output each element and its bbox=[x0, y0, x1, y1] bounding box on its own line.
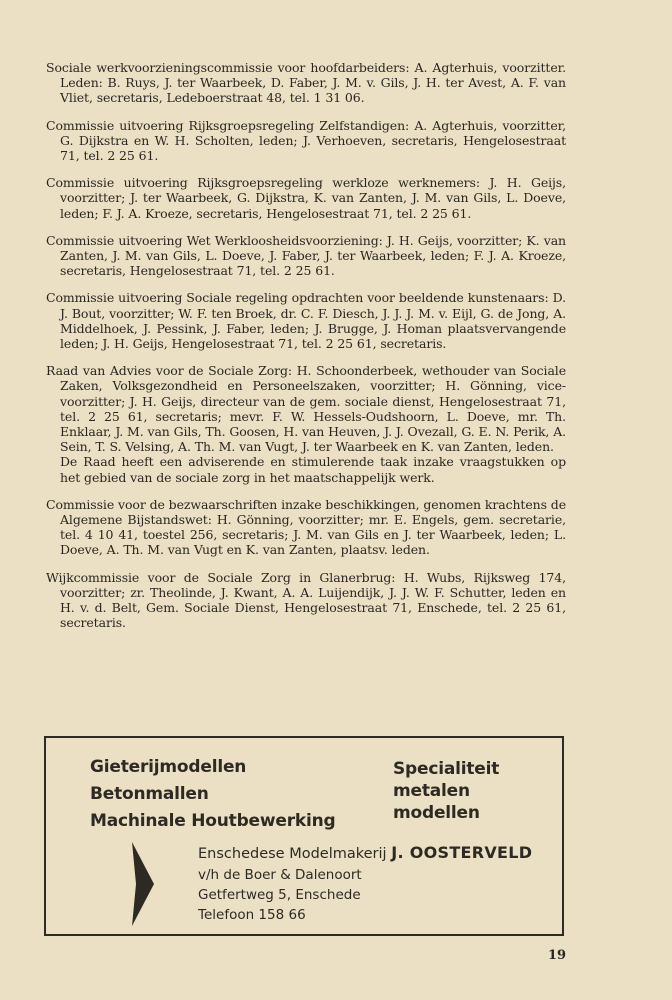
ad-company bbox=[198, 842, 532, 865]
ad-company-prefix: Enschedese Modelmakerij bbox=[198, 846, 387, 862]
entry-text: Raad van Advies voor de Sociale Zorg: H. Schoonderbeek, wethouder van Sociale Zaken, Volksgezondheid en Personeelszaken, voorzitter; H. Gönning, vice-voorzitter; J. H. Geijs, directeur van de gem. sociale dienst, Hengelosestraat 71, tel. 2 25 61, secretaris; mevr. F. W. Hessels-Oudshoorn, L. Doeve, mr. Th. Enklaar, J. M. van Gils, Th. Goosen, H. van Heuven, J. J. Ovezall, G. E. N. Perik, A. Sein, T. S. Velsing, A. Th. M. van Vugt, J. ter Waarbeek en K. van Zanten, leden. bbox=[46, 363, 566, 455]
committee-entry: Sociale werkvoorzieningscommissie voor hoofdarbeiders: A. Agterhuis, voorzitter. Leden: B. Ruys, J. ter Waarbeek, D. Faber, J. M. v. Gils, J. H. ter Avest, A. F. van Vliet, secretaris, Ledeboerstraat 48, tel. 1 31 06. bbox=[46, 60, 566, 106]
ad-company-name: J. OOSTERVELD bbox=[391, 843, 533, 862]
committee-entry: Wijkcommissie voor de Sociale Zorg in Glanerbrug: H. Wubs, Rijksweg 174, voorzitter; zr. Theolinde, J. Kwant, A. A. Luijendijk, J. J. W. F. Schutter, leden en H. v. d. Belt, Gem. Sociale Dienst, Hengelosestraat 71, Enschede, tel. 2 25 61, secretaris. bbox=[46, 569, 566, 631]
ad-phone-line: Telefoon 158 66 bbox=[198, 907, 306, 923]
ad-specialty-line: Specialiteit bbox=[393, 759, 500, 779]
ad-company-info bbox=[198, 842, 532, 925]
committee-entry: Commissie voor de bezwaarschriften inzake beschikkingen, genomen krachtens de Algemene Bijstandswet: H. Gönning, voorzitter; mr. E. Engels, gem. secretarie, tel. 4 10 41, toestel 256, secretaris; J. M. van Gils en J. ter Waarbeek, leden; L. Doeve, A. Th. M. van Vugt en K. van Zanten, plaatsv. leden. bbox=[46, 496, 566, 558]
ad-services bbox=[90, 754, 336, 835]
ad-address-line: v/h de Boer & Dalenoort bbox=[198, 867, 362, 883]
ad-service-line: Betonmallen bbox=[90, 784, 209, 804]
ad-service-line: Gieterijmodellen bbox=[90, 757, 247, 777]
entry-note: De Raad heeft een adviserende en stimulerende taak inzake vraagstukken op het gebied van de sociale zorg in het maatschappelijk werk. bbox=[60, 454, 566, 485]
arrow-logo-icon bbox=[132, 842, 154, 926]
ad-address-line: Getfertweg 5, Enschede bbox=[198, 887, 361, 903]
ad-service-line: Machinale Houtbewerking bbox=[90, 811, 336, 831]
committee-list bbox=[46, 60, 566, 643]
committee-entry: Commissie uitvoering Rijksgroepsregeling Zelfstandigen: A. Agterhuis, voorzitter, G. Dijkstra en W. H. Scholten, leden; J. Verhoeven, secretaris, Hengelosestraat 71, tel. 2 25 61. bbox=[46, 117, 566, 164]
page-number: 19 bbox=[548, 948, 567, 963]
committee-entry: Commissie uitvoering Wet Werkloosheidsvoorziening: J. H. Geijs, voorzitter; K. van Zanten, J. M. van Gils, L. Doeve, J. Faber, J. ter Waarbeek, leden; F. J. A. Kroeze, secretaris, Hengelosestraat 71, tel. 2 25 61. bbox=[46, 232, 566, 279]
committee-entry bbox=[46, 363, 566, 485]
ad-specialty-line: modellen bbox=[393, 803, 480, 823]
ad-specialty-line: metalen bbox=[393, 781, 470, 801]
committee-entry: Commissie uitvoering Sociale regeling opdrachten voor beeldende kunstenaars: D. J. Bout, voorzitter; W. F. ten Broek, dr. C. F. Diesch, J. J. J. M. v. Eijl, G. de Jong, A. Middelhoek, J. Pessink, J. Faber, leden; J. Brugge, J. Homan plaatsvervangende leden; J. H. Geijs, Hengelosestraat 71, tel. 2 25 61, secretaris. bbox=[46, 290, 566, 352]
committee-entry: Commissie uitvoering Rijksgroepsregeling werkloze werknemers: J. H. Geijs, voorzitter; J. ter Waarbeek, G. Dijkstra, K. van Zanten, J. M. van Gils, L. Doeve, leden; F. J. A. Kroeze, secretaris, Hengelosestraat 71, tel. 2 25 61. bbox=[46, 175, 566, 221]
ad-specialty bbox=[393, 758, 499, 824]
advertisement-box bbox=[44, 736, 564, 936]
